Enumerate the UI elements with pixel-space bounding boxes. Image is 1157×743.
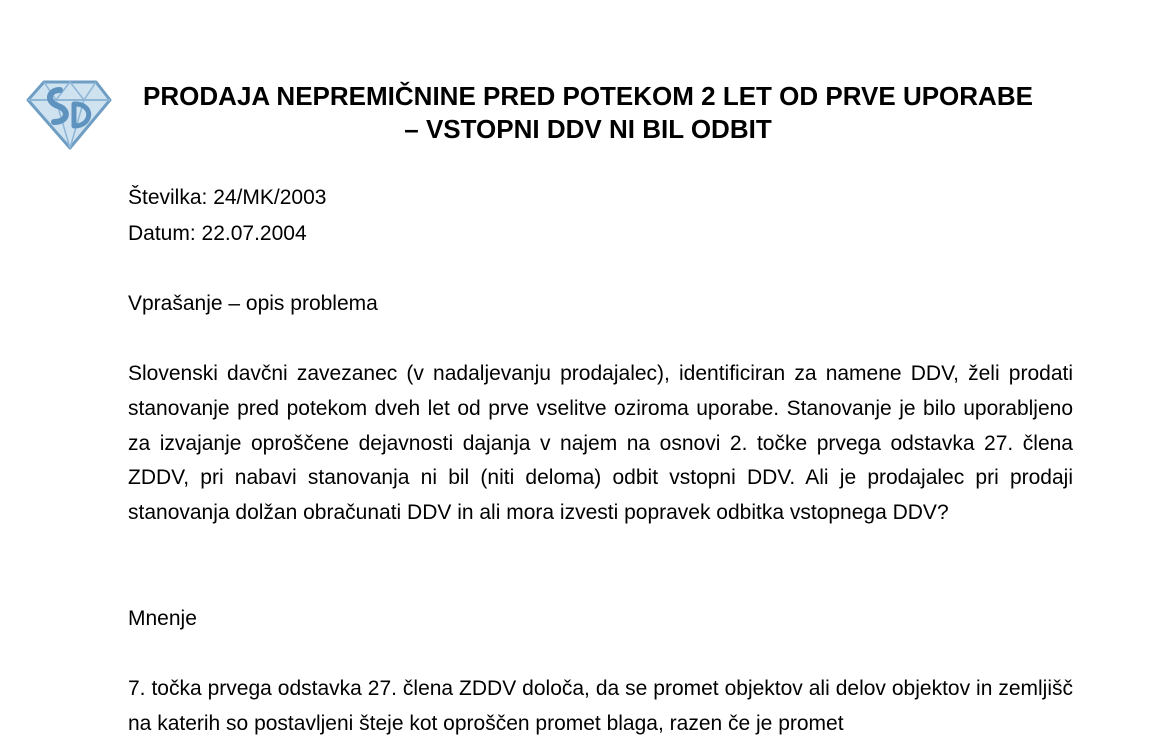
document-title [120, 80, 1056, 146]
opinion-paragraph: 7. točka prvega odstavka 27. člena ZDDV določa, da se promet objektov ali delov objektov in zemljišč na katerih so postavljeni šteje kot oproščen promet blaga, razen če je promet [128, 677, 1073, 735]
title-line-2: – VSTOPNI DDV NI BIL ODBIT [404, 114, 772, 144]
title-line-1: PRODAJA NEPREMIČNINE PRED POTEKOM 2 LET OD PRVE UPORABE [143, 81, 1033, 111]
question-paragraph: Slovenski davčni zavezanec (v nadaljevanju prodajalec), identificiran za namene DDV, želi prodati stanovanje pred potekom dveh let od prve vselitve oziroma uporabe. Stanovanje je bilo uporabljeno za izvajanje oproščene dejavnosti dajanja v najem na osnovi 2. točke prvega odstavka 27. člena ZDDV, pri nabavi stanovanja ni bil (niti deloma) odbit vstopni DDV. Ali je prodajalec pri prodaji stanovanja dolžan obračunati DDV in ali mora izvesti popravek odbitka vstopnega DDV? [128, 362, 1073, 525]
opinion-heading: Mnenje [128, 607, 197, 630]
diamond-sd-logo-icon [26, 78, 112, 150]
document-number: Številka: 24/MK/2003 [128, 186, 327, 209]
document-date: Datum: 22.07.2004 [128, 222, 307, 245]
question-heading: Vprašanje – opis problema [128, 292, 378, 315]
